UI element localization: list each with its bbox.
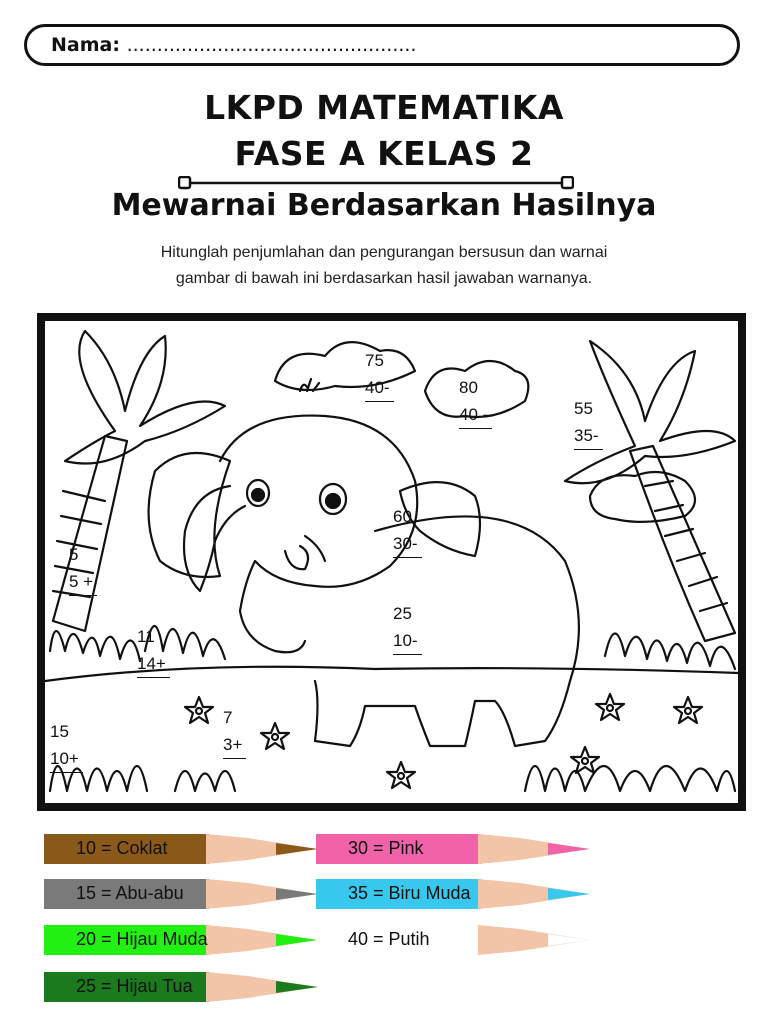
palm-trunk-left (53, 436, 127, 631)
problem-25-minus-10 (393, 600, 422, 655)
legend-label: 30 = Pink (348, 838, 424, 858)
pencil-tip-icon (478, 925, 590, 955)
pencil-tip-icon (206, 834, 318, 864)
grass-bottom-mid (175, 771, 235, 791)
palm-leaves-left (65, 331, 225, 464)
problem-bottom: 10- (393, 627, 422, 655)
name-field[interactable] (24, 24, 740, 66)
legend-label: 15 = Abu-abu (76, 883, 184, 903)
problem-top: 80 (459, 378, 478, 397)
problem-top: 60 (393, 507, 412, 526)
problem-7-plus-3 (223, 704, 246, 759)
pencil-tip-icon (206, 925, 318, 955)
subtitle: Mewarnai Berdasarkan Hasilnya (111, 188, 657, 223)
problem-top: 25 (393, 604, 412, 623)
problem-bottom: 40- (365, 374, 394, 402)
elephant-mouth (285, 546, 308, 569)
cloud-right (590, 472, 695, 522)
problem-top: 75 (365, 351, 384, 370)
elephant-ear-left (149, 453, 230, 577)
flower-4 (596, 694, 624, 720)
elephant-head (220, 416, 417, 653)
problem-11-plus-14 (137, 623, 170, 678)
problem-top: 11 (137, 627, 155, 646)
name-label: Nama: (51, 34, 120, 56)
legend-label: 20 = Hijau Muda (76, 929, 208, 949)
title-line-2: FASE A KELAS 2 (234, 134, 534, 173)
problem-bottom: 10+ (50, 745, 83, 773)
legend-label: 25 = Hijau Tua (76, 976, 193, 996)
flower-2 (261, 723, 289, 749)
problem-bottom: 40 - (459, 401, 492, 429)
name-dots: ................................................ (126, 34, 417, 56)
problem-5-plus-5 (69, 541, 97, 596)
problem-top: 5 (69, 545, 79, 564)
problem-60-minus-30 (393, 503, 422, 558)
instructions-line-2: gambar di bawah ini berdasarkan hasil jawaban warnanya. (175, 270, 593, 287)
cloud-left (275, 342, 415, 390)
problem-bottom: 30- (393, 530, 422, 558)
instructions (84, 240, 684, 292)
grass-left (50, 631, 140, 661)
problem-top: 7 (223, 708, 233, 727)
pencil-tip-icon (206, 972, 318, 1002)
pencil-tip-icon (478, 834, 590, 864)
problem-bottom: 35- (574, 422, 603, 450)
palm-trunk-right (630, 446, 735, 641)
problem-top: 15 (50, 722, 69, 741)
coloring-picture-frame (37, 313, 746, 811)
legend-label: 40 = Putih (348, 929, 430, 949)
legend-label: 35 = Biru Muda (348, 883, 471, 903)
elephant-body (315, 516, 579, 746)
flower-6 (571, 747, 599, 773)
flower-1 (185, 697, 213, 723)
problem-15-plus-10 (50, 718, 83, 773)
problem-75-minus-40 (365, 347, 394, 402)
grass-bottom-right (525, 766, 735, 791)
problem-55-minus-35 (574, 395, 603, 450)
pencil-tip-icon (478, 879, 590, 909)
instructions-line-1: Hitunglah penjumlahan dan pengurangan bersusun dan warnai (160, 244, 608, 261)
problem-top: 55 (574, 399, 593, 418)
flower-5 (674, 697, 702, 723)
pencil-tip-icon (206, 879, 318, 909)
problem-bottom: 3+ (223, 731, 246, 759)
problem-bottom: 14+ (137, 650, 170, 678)
problem-bottom: 5 + (69, 568, 97, 596)
legend-label: 10 = Coklat (76, 838, 168, 858)
problem-80-minus-40 (459, 374, 492, 429)
title-line-1: LKPD MATEMATIKA (204, 88, 564, 127)
flower-3 (387, 762, 415, 788)
